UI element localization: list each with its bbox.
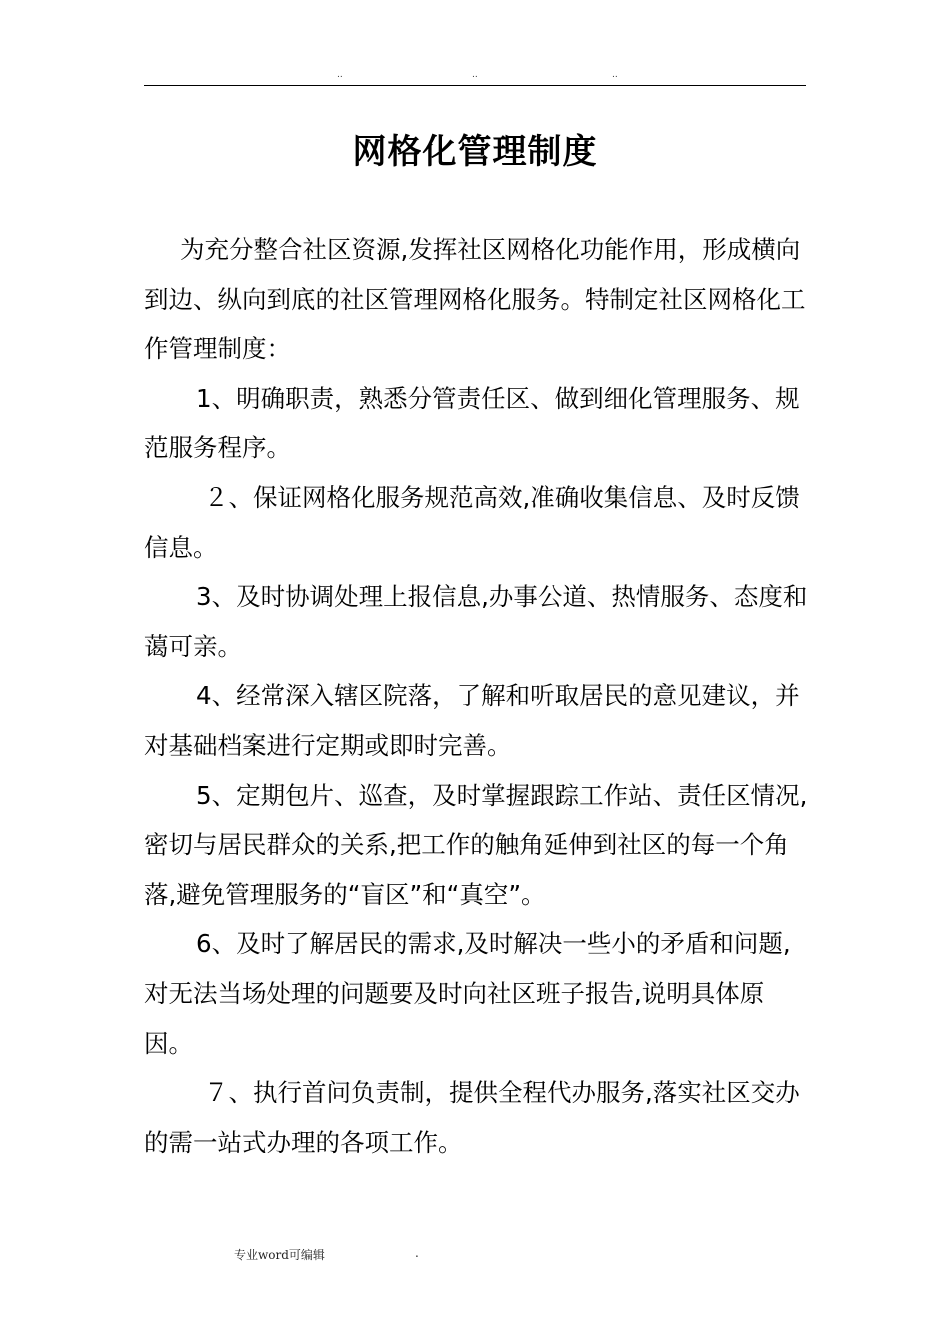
document-title: 网格化管理制度	[352, 132, 598, 172]
header-mark: ..	[612, 70, 618, 80]
list-item: ７、执行首问负责制，提供全程代办服务,落实社区交办的需一站式办理的各项工作。	[144, 1078, 800, 1157]
footer-label: 专业word可编辑	[234, 1248, 325, 1262]
document-body	[144, 225, 812, 1167]
list-item: 5、定期包片、巡查，及时掌握跟踪工作站、责任区情况,密切与居民群众的关系,把工作的触角延伸到社区的每一个角落,避免管理服务的“盲区”和“真空”。	[144, 780, 808, 909]
header-marks	[144, 70, 806, 84]
list-item: 3、及时协调处理上报信息,办事公道、热情服务、态度和蔼可亲。	[144, 582, 808, 661]
list-item: 1、明确职责，熟悉分管责任区、做到细化管理服务、规范服务程序。	[144, 383, 800, 463]
header-rule	[144, 85, 806, 86]
intro-paragraph: 为充分整合社区资源,发挥社区网格化功能作用，形成横向到边、纵向到底的社区管理网格化服务。特制定社区网格化工作管理制度：	[144, 235, 806, 364]
list-item: 4、经常深入辖区院落，了解和听取居民的意见建议，并对基础档案进行定期或即时完善。	[144, 681, 800, 760]
header-mark: ..	[472, 70, 478, 80]
footer-dot: .	[415, 1246, 419, 1260]
list-item: ２、保证网格化服务规范高效,准确收集信息、及时反馈信息。	[144, 482, 800, 562]
header-mark: ..	[337, 70, 343, 80]
list-item: 6、及时了解居民的需求,及时解决一些小的矛盾和问题,对无法当场处理的问题要及时向社区班子报告,说明具体原因。	[144, 929, 791, 1058]
